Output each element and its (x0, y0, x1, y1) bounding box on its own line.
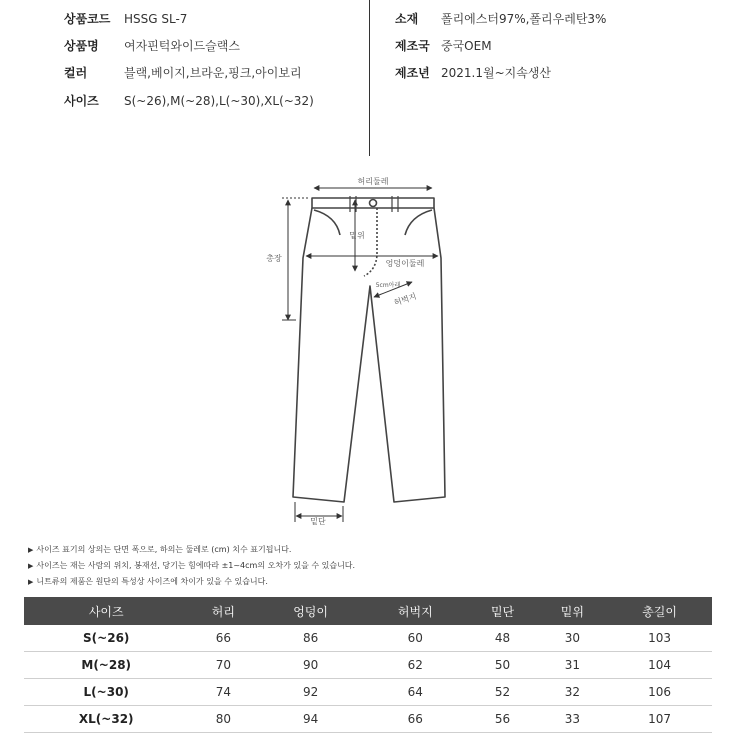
table-row (24, 706, 712, 733)
table-cell: 66 (363, 706, 468, 733)
label-hem: 밑단 (310, 517, 326, 526)
header-thigh: 허벅지 (363, 597, 468, 625)
table-cell: 60 (363, 625, 468, 652)
table-cell: 64 (363, 679, 468, 706)
table-header-row (24, 597, 712, 625)
label-thigh: 허벅지 (392, 291, 418, 308)
header-rise: 밑위 (537, 597, 607, 625)
spec-value: 여자핀턱와이드슬랙스 (124, 39, 240, 53)
label-thigh-offset: 5cm아래 (375, 282, 401, 289)
table-cell: 70 (188, 652, 258, 679)
label-waist: 허리둘레 (357, 177, 389, 186)
note-item: ▶ 사이즈는 재는 사람의 위치, 봉재선, 당기는 힘에따라 ±1~4cm의 오차가 있을 수 있습니다. (28, 561, 356, 570)
size-notes (28, 542, 355, 590)
table-row (24, 625, 712, 652)
table-cell: M(~28) (24, 652, 188, 679)
label-hip: 엉덩이둘레 (385, 259, 425, 268)
pants-diagram (0, 160, 739, 530)
spec-value: 2021.1월~지속생산 (441, 66, 552, 80)
spec-label: 상품코드 (64, 12, 111, 26)
spec-label: 상품명 (64, 39, 99, 53)
table-cell: 30 (537, 625, 607, 652)
table-cell: 52 (468, 679, 538, 706)
table-cell: 106 (607, 679, 712, 706)
table-row (24, 679, 712, 706)
spec-value: HSSG SL-7 (124, 12, 188, 26)
header-total-length: 총길이 (607, 597, 712, 625)
table-cell: 92 (258, 679, 363, 706)
note-item: ▶ 사이즈 표기의 상의는 단면 폭으로, 하의는 둘레로 (cm) 치수 표기됩니다. (28, 545, 292, 554)
bullet-triangle-icon: ▶ (28, 562, 34, 570)
table-cell: 103 (607, 625, 712, 652)
spec-label: 제조국 (395, 39, 430, 53)
table-cell: 90 (258, 652, 363, 679)
table-cell: 50 (468, 652, 538, 679)
column-divider (369, 0, 370, 156)
spec-value: 폴리에스터97%,폴리우레탄3% (441, 12, 607, 26)
table-row (24, 652, 712, 679)
label-rise: 밑위 (349, 231, 365, 240)
header-size: 사이즈 (24, 597, 188, 625)
spec-value: 중국OEM (441, 39, 492, 53)
header-waist: 허리 (188, 597, 258, 625)
table-cell: 56 (468, 706, 538, 733)
table-cell: XL(~32) (24, 706, 188, 733)
bullet-triangle-icon: ▶ (28, 546, 34, 554)
spec-label: 제조년 (395, 66, 430, 80)
table-cell: S(~26) (24, 625, 188, 652)
size-table (24, 597, 712, 733)
table-cell: 104 (607, 652, 712, 679)
spec-label: 사이즈 (64, 94, 99, 108)
table-cell: 94 (258, 706, 363, 733)
note-item: ▶ 니트류의 제품은 원단의 특성상 사이즈에 차이가 있을 수 있습니다. (28, 577, 268, 586)
spec-label: 컬러 (64, 66, 88, 80)
spec-value: S(~26),M(~28),L(~30),XL(~32) (124, 94, 314, 108)
table-cell: 80 (188, 706, 258, 733)
table-cell: 107 (607, 706, 712, 733)
table-cell: 32 (537, 679, 607, 706)
header-hem: 밑단 (468, 597, 538, 625)
header-hip: 엉덩이 (258, 597, 363, 625)
bullet-triangle-icon: ▶ (28, 578, 34, 586)
table-cell: 31 (537, 652, 607, 679)
table-cell: 86 (258, 625, 363, 652)
spec-label: 소재 (395, 12, 419, 26)
table-cell: 33 (537, 706, 607, 733)
pants-outline (293, 196, 445, 502)
spec-value: 블랙,베이지,브라운,핑크,아이보리 (124, 66, 302, 80)
table-cell: 66 (188, 625, 258, 652)
table-cell: 48 (468, 625, 538, 652)
label-total-length: 총장 (266, 254, 282, 263)
table-cell: L(~30) (24, 679, 188, 706)
table-cell: 62 (363, 652, 468, 679)
table-cell: 74 (188, 679, 258, 706)
